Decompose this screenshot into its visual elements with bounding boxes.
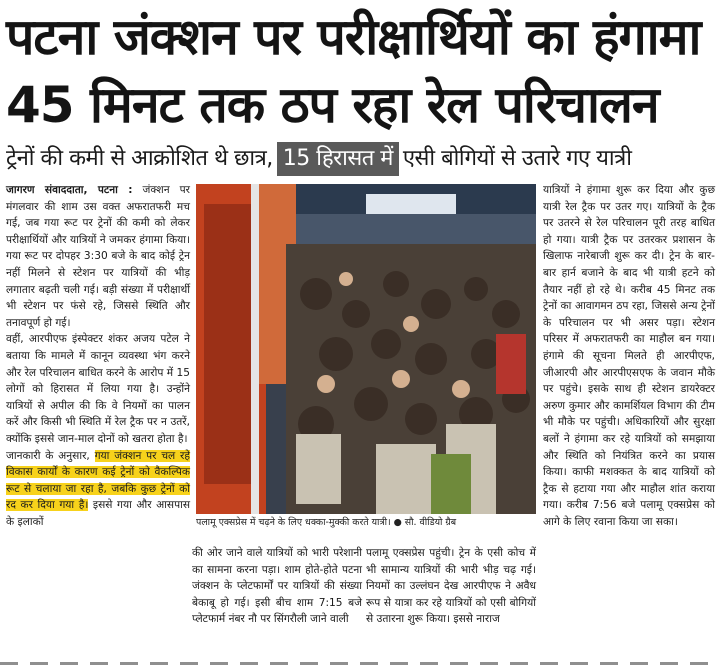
column3-text: पलामू एक्सप्रेस पहुंची। ट्रेन के एसी कोच में भी सामान्य यात्रियों की भारी भीड़ चढ़ गई। नियमों का उल्लंघन देख आरपीएफ ने अवैध रूप से यात्रा कर रहे यात्रियों को एसी बोगियों से उतारना शुरू किया। इससे नाराज [366, 547, 536, 626]
highlighted-sentence: गया जंक्शन पर चल रहे विकास कार्यों के कारण कई ट्रेनों को वैकल्पिक रूट से चलाया जा रहा है, जबकि कुछ ट्रेनों को रद कर दिया गया है। [6, 449, 190, 512]
article-column-1 [6, 182, 190, 530]
column1-paragraph-3-start: जानकारी के अनुसार, [6, 449, 90, 462]
article-column-3 [366, 545, 536, 628]
column1-paragraph-2: वहीं, आरपीएफ इंस्पेक्टर शंकर अजय पटेल ने बताया कि मामले में कानून व्यवस्था भंग करने और रेल परिचालन बाधित करने के आरोप में 15 लोगों को हिरासत में लिया गया है। उन्होंने यात्रियों से अपील की कि वे नियमों का पालन करें और किसी भी स्थिति में रेल ट्रैक पर न उतरें, क्योंकि इससे जान-माल दोनों को खतरा होता है। [6, 333, 190, 445]
article-column-2 [192, 545, 362, 628]
subhead-before: ट्रेनों की कमी से आक्रोशित थे छात्र, [6, 146, 273, 171]
headline-line-2: 45 मिनट तक ठप रहा रेल परिचालन [6, 76, 659, 134]
cropped-next-line [0, 656, 720, 667]
article-column-4 [543, 182, 715, 530]
subhead-highlight: 15 हिरासत में [277, 142, 399, 176]
headline-line-1: पटना जंक्शन पर परीक्षार्थियों का हंगामा [6, 8, 701, 66]
photo-caption: पलामू एक्सप्रेस में चढ़ने के लिए धक्का-मुक्की करते यात्री। ● सौ. वीडियो ग्रैब [196, 517, 457, 528]
column1-paragraph-3-end: इससे गया और आसपास के इलाकों [6, 499, 190, 528]
column4-text: यात्रियों ने हंगामा शुरू कर दिया और कुछ यात्री रेल ट्रैक पर उतर गए। यात्रियों के ट्रैक पर उतरने से रेल परिचालन पूरी तरह बाधित हो गया। यात्री ट्रैक पर उतरकर प्रशासन के खिलाफ नारेबाजी शुरू कर दी। ट्रेन के बार-बार हार्न बजाने के बाद भी यात्री हटने को तैयार नहीं हो रहे थे। करीब 45 मिनट तक ट्रेनों का आवागमन ठप रहा, जिससे अन्य ट्रेनों के परिचालन पर भी असर पड़ा। स्टेशन परिसर में अफरातफरी का माहौल बन गया। हंगामे की सूचना मिलते ही आरपीएफ, जीआरपी और आरपीएसएफ के जवान मौके पर पहुंचे। इसके साथ ही स्टेशन डायरेक्टर अरुण कुमार और कामर्शियल विभाग की टीम भी मौके पर पहुंची। अधिकारियों और सुरक्षा बलों ने हंगामा कर रहे यात्रियों को समझाया और स्थिति को नियंत्रित करने का प्रयास किया। काफी मशक्कत के बाद यात्रियों को ट्रैक से हटाया गया और माहौल शांत कराया गया। करीब 7:56 बजे पलामू एक्सप्रेस को आगे के लिए रवाना किया जा सका। [543, 184, 715, 528]
column2-text: की ओर जाने वाले यात्रियों को भारी परेशानी का सामना करना पड़ा। शाम होते-होते पटना जंक्शन के प्लेटफार्मों पर यात्रियों की संख्या बेकाबू हो गई। इसी बीच शाम 7:15 बजे प्लेटफार्म नंबर नौ पर सिंगरौली जाने वाली [192, 547, 362, 626]
news-photo [196, 184, 536, 514]
column1-paragraph-1: जंक्शन पर मंगलवार की शाम उस वक्त अफरातफरी मच गई, जब गया रूट पर ट्रेनों की कमी को लेकर परीक्षार्थियों और यात्रियों ने जमकर हंगामा किया। गया रूट पर दोपहर 3:30 बजे के बाद कोई ट्रेन नहीं मिलने से स्टेशन पर यात्रियों की भीड़ लगातार बढ़ती चली गई। बड़ी संख्या में परीक्षार्थी भी स्टेशन पर फंसे रहे, जिससे स्थिति और तनावपूर्ण हो गई। [6, 184, 191, 329]
subhead-after: एसी बोगियों से उतारे गए यात्री [402, 146, 632, 171]
crowd-at-train-image [196, 184, 536, 514]
subheadline [6, 142, 716, 176]
dateline: जागरण संवाददाता, पटना : [6, 184, 133, 196]
